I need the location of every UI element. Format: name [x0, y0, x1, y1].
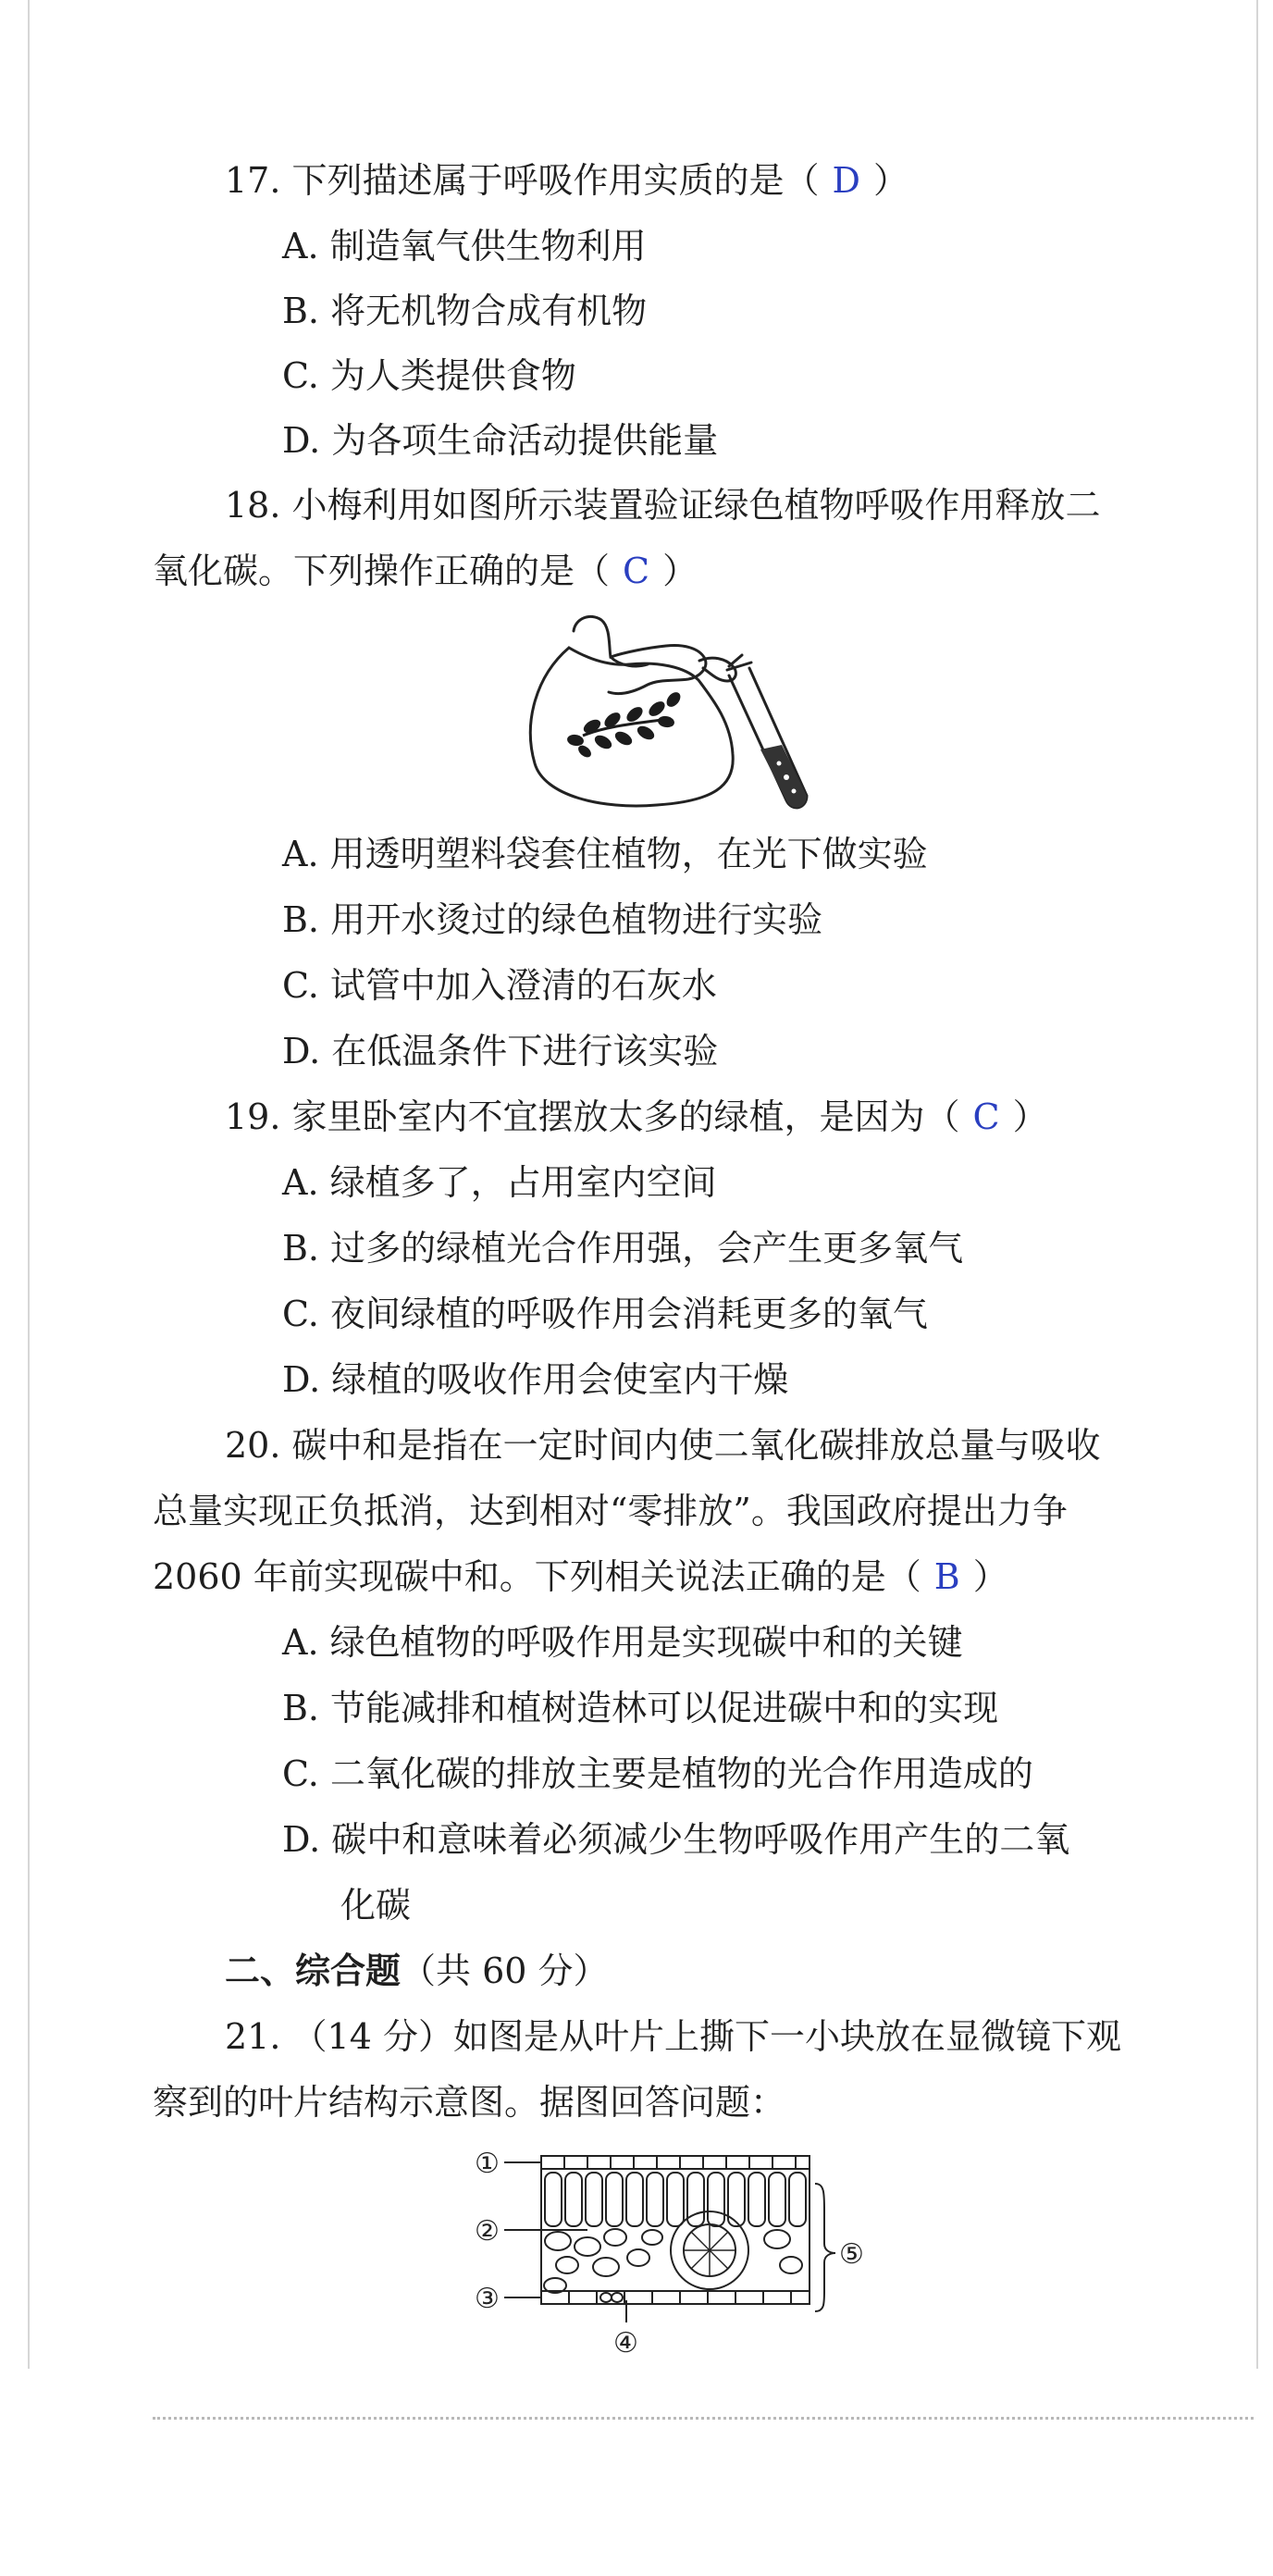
question-17-answer: D — [832, 160, 860, 201]
page-divider — [153, 2417, 1254, 2420]
leaf-label-3: ③ — [475, 2283, 500, 2315]
question-19-option-d: D. 绿植的吸收作用会使室内干燥 — [282, 1359, 789, 1400]
question-17-option-d: D. 为各项生命活动提供能量 — [282, 420, 719, 461]
question-19-option-b: B. 过多的绿植光合作用强，会产生更多氧气 — [282, 1228, 964, 1269]
leaf-label-4: ④ — [613, 2327, 638, 2359]
section-points: （共 60 分） — [401, 1951, 609, 1991]
question-18-stem-line2: 氧化碳。下列操作正确的是（ C ） — [153, 548, 698, 594]
question-20-option-a: A. 绿色植物的呼吸作用是实现碳中和的关键 — [282, 1622, 963, 1663]
question-20-option-d: D. 碳中和意味着必须减少生物呼吸作用产生的二氧 — [282, 1819, 1070, 1860]
question-20-option-d-continued: 化碳 — [340, 1885, 412, 1926]
question-18-answer: C — [623, 551, 650, 591]
question-20-answer: B — [933, 1556, 960, 1597]
question-18-option-c: C. 试管中加入澄清的石灰水 — [282, 965, 717, 1006]
question-17-option-a: A. 制造氧气供生物利用 — [282, 226, 647, 266]
question-20-stem-line3: 2060 年前实现碳中和。下列相关说法正确的是（ B ） — [153, 1554, 1008, 1600]
question-18-option-a: A. 用透明塑料袋套住植物，在光下做实验 — [282, 834, 928, 874]
question-20-stem-line1: 20. 碳中和是指在一定时间内使二氧化碳排放总量与吸收 — [225, 1425, 1101, 1466]
question-19-option-c: C. 夜间绿植的呼吸作用会消耗更多的氧气 — [282, 1294, 928, 1334]
question-18-stem-line1: 18. 小梅利用如图所示装置验证绿色植物呼吸作用释放二 — [225, 485, 1101, 526]
question-20-stem-line2: 总量实现正负抵消，达到相对“零排放”。我国政府提出力争 — [153, 1491, 1068, 1531]
question-17-option-b: B. 将无机物合成有机物 — [282, 291, 648, 331]
leaf-label-1: ① — [475, 2148, 500, 2180]
leaf-label-2: ② — [475, 2215, 500, 2248]
question-17-stem: 17. 下列描述属于呼吸作用实质的是（ D ） — [225, 157, 908, 204]
question-19-option-a: A. 绿植多了，占用室内空间 — [282, 1162, 717, 1203]
question-21-stem-line2: 察到的叶片结构示意图。据图回答问题： — [153, 2082, 786, 2123]
leaf-label-5: ⑤ — [839, 2238, 864, 2271]
question-20-option-b: B. 节能减排和植树造林可以促进碳中和的实现 — [282, 1688, 999, 1728]
leaf-structure-diagram — [467, 2137, 874, 2359]
section-heading: 二、综合题（共 60 分） — [225, 1950, 609, 1991]
question-19-answer: C — [972, 1096, 1000, 1137]
question-18-option-d: D. 在低温条件下进行该实验 — [282, 1031, 719, 1071]
question-21-stem-line1: 21. （14 分）如图是从叶片上撕下一小块放在显微镜下观 — [225, 2016, 1121, 2057]
question-18-option-b: B. 用开水烫过的绿色植物进行实验 — [282, 899, 823, 940]
plant-bag-experiment-figure — [518, 611, 833, 824]
question-19-stem: 19. 家里卧室内不宜摆放太多的绿植，是因为（ C ） — [225, 1094, 1048, 1140]
question-20-option-c: C. 二氧化碳的排放主要是植物的光合作用造成的 — [282, 1753, 1033, 1794]
question-17-option-c: C. 为人类提供食物 — [282, 355, 576, 396]
